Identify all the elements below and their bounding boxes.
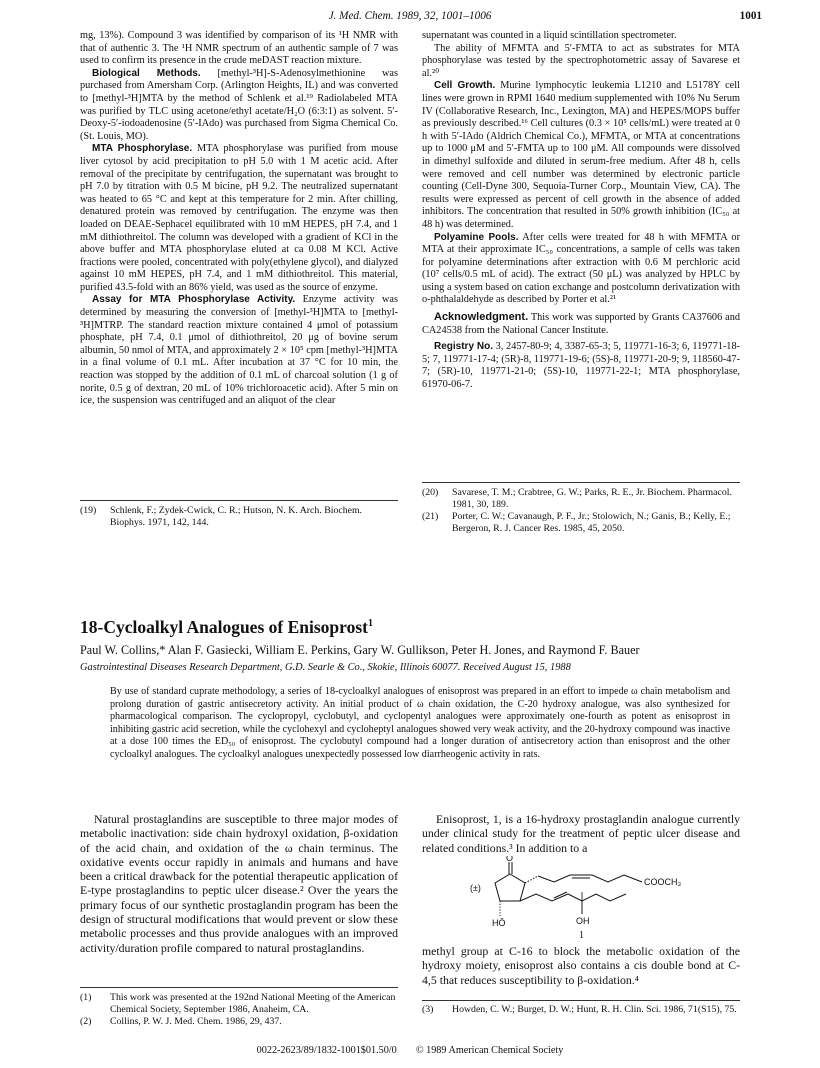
article-code: 0022-2623/89/1832-1001$01.50/0 (256, 1045, 397, 1056)
article-title-text: 18-Cycloalkyl Analogues of Enisoprost (80, 617, 368, 637)
footnote-number: (2) (80, 1016, 92, 1027)
footnote (80, 505, 398, 529)
footnote-text: Porter, C. W.; Cavanaugh, P. F., Jr.; Stolowich, N.; Ganis, B.; Kelly, E.; Bergeron, R. J. Cancer Res. 1985, 45, 2050. (452, 511, 731, 534)
paragraph-text: 3, 2457-80-9; 4, 3387-65-3; 5, 119771-16-3; 6, 119771-18-5; 7, 119771-17-4; (5R)-8, 119771-19-6; (5S)-8, 119771-20-9; 9, 118560-47-7; (5R)-10, 119771-21-0; (5S)-10, 119771-22-1; MTA phosphorylase, 61970-06-7. (422, 341, 741, 391)
prev-article-right-column (422, 30, 740, 392)
structure-label-o: O (506, 856, 514, 863)
enisoprost-structure (470, 856, 710, 930)
footnote-rule (80, 987, 398, 988)
footnote (80, 992, 398, 1016)
article-title (80, 617, 373, 638)
section-heading: Assay for MTA Phosphorylase Activity. (92, 294, 296, 306)
paragraph: supernatant was counted in a liquid scintillation spectrometer. (422, 30, 677, 41)
footnote-number: (3) (422, 1004, 434, 1015)
paragraph (422, 311, 740, 337)
paragraph (80, 143, 398, 294)
article-right-column-top (422, 812, 740, 855)
paragraph: Enisoprost, 1, is a 16-hydroxy prostaglandin analogue currently under clinical study for the treatment of peptic ulcer disease and related conditions.³ In addition to a (422, 812, 740, 855)
article-footnotes-left (80, 992, 398, 1028)
section-heading: Polyamine Pools. (434, 231, 519, 243)
page-number: 1001 (739, 10, 762, 22)
paragraph (80, 294, 398, 407)
title-footnote-marker: 1 (367, 618, 373, 630)
footnote-number: (1) (80, 992, 92, 1003)
footnote-rule (80, 500, 398, 501)
section-heading: Cell Growth. (434, 80, 496, 92)
author-list: Paul W. Collins,* Alan F. Gasiecki, William E. Perkins, Gary W. Gullikson, Peter H. Jones, and Raymond F. Bauer (80, 643, 640, 657)
prev-article-left-column (80, 30, 398, 408)
paragraph (422, 80, 740, 231)
running-header (0, 10, 820, 26)
paragraph-text: After cells were treated for 48 h with MFMTA or MTA at their approximate IC₅₀ concentrations, a sample of cells was taken for polyamine determinations after extraction with 0.6 M perchloric acid (10⁷ cells/0.5 mL of acid). The extract (50 μL) was analyzed by HPLC by using a system based on cation exchange and postcolumn derivatization with o-phthalaldehyde as described by Porter et al.²¹ (422, 231, 741, 306)
page-footer (0, 1045, 820, 1056)
article-left-column (80, 812, 398, 955)
footnote-number: (21) (422, 511, 439, 522)
paragraph: The ability of MFMTA and 5′-FMTA to act as substrates for MTA phosphorylase was tested by the spectrophotometric assay of Savarese et al.²⁰ (422, 42, 740, 79)
paragraph-text: Murine lymphocytic leukemia L1210 and L5178Y cell lines were grown in RPMI 1640 medium supplemented with 10% Nu Serum IV (Collaborative Research, Inc., Lexington, MA) and HEPES/MOPS buffer as previously described.¹⁶ Cell cultures (0.3 × 10⁵ cells/mL) were treated at 0 h with 5′-IAdo (Aldrich Chemical Co.), MFMTA, or MTA at concentrations up to 1000 μM and 5′-FMTA up to 100 μM. All compounds were dissolved in dimethyl sulfoxide and diluted in serum-free medium. After 48 h, cells were removed and cell number was determined by electronic particle counting (Cell-Dyne 300, Sequoia-Turner Corp., Mountain View, CA). The results were expressed as percent of cell growth in the absence of added inhibitors. The concentration that resulted in 50% growth inhibition (IC₅₀ at 48 h) was determined. (422, 80, 740, 230)
structure-label-racemic: (±) (470, 883, 481, 893)
paragraph-text: [methyl-³H]-S-Adenosylmethionine was purchased from Amersham Corp. (Arlington Heights, IL) and was converted to [methyl-³H]MTA by the method of Schlenk et al.¹⁹ Radiolabeled MTA was purified by TLC using acetone/ethyl acetate/H₂O (6:3:1) as solvent. 5′-Deoxy-5′-iodoadenosine (5′-IAdo) was purchased from Sigma Chemical Co. (St. Louis, MO). (80, 67, 399, 142)
paragraph-text: MTA phosphorylase was purified from mouse liver cytosol by acid precipitation to pH 5.0 with 1 M acetic acid. After removal of the precipitate by centrifugation, the supernatant was brought to pH 7.0 by titration with 0.5 M bicine, pH 9.2. The neutralized supernatant was heated to 65 °C and kept at this temperature for 2 min. After chilling, denatured protein was removed by centrifugation. The enzyme was then loaded on DEAE-Sephacel equilibrated with 10 mM HEPES, pH 7.4, and 1 mM dithiothreitol. The column was developed with a gradient of KCl in the above buffer and MTA phosphorylase eluted at ca 0.08 M KCl. Active fractions were pooled, concentrated with poly(ethylene glycol), and dialyzed against 10 mM HEPES, pH 7.4, and 1 mM dithiothreitol. This material, purified 43.5-fold with an 86% yield, was used as the source of enzyme. (80, 143, 399, 293)
footnote (80, 1016, 398, 1028)
footnote-text: This work was presented at the 192nd National Meeting of the American Chemical Society, September 1986, Anaheim, CA. (110, 992, 396, 1015)
paragraph: methyl group at C-16 to block the metabolic oxidation of the hydroxy moiety, enisoprost also contains a cis double bond at C-4,5 that reduces susceptibility to β-oxidation.⁴ (422, 944, 740, 987)
copyright-notice: © 1989 American Chemical Society (415, 1045, 564, 1056)
structure-label-ho: HŌ (492, 918, 506, 928)
paragraph: Natural prostaglandins are susceptible to three major modes of metabolic inactivation: side chain hydroxyl oxidation, β-oxidation of the acid chain, and oxidation of the ω chain terminus. The oxidative events occur rapidly in animals and humans and have been a critical drawback for the potential therapeutic application of E-type prostaglandins to peptic ulcer disease.² Over the years the primary focus of our synthetic prostaglandin program has been the design of structural modifications that would prevent or slow these metabolic processes and thus provide analogues with an improved activity/duration profile compared to natural prostaglandins. (80, 812, 398, 955)
compound-number: 1 (579, 930, 584, 941)
footnote-text: Collins, P. W. J. Med. Chem. 1986, 29, 437. (110, 1016, 282, 1027)
footnote-rule (422, 482, 740, 483)
abstract: By use of standard cuprate methodology, a series of 18-cycloalkyl analogues of enisoprost was prepared in an effort to impede ω chain metabolism and prolong duration of gastric antisecretory activity. An initial product of ω chain oxidation, the C-20 hydroxy analogue, was also synthesized for pharmacological comparison. The cyclopropyl, cyclobutyl, and cyclopentyl analogues were approximately one-fourth as potent as enisoprost in inhibiting gastric acid secretion, while the cyclohexyl and cycloheptyl analogues showed very weak activity, and the 20-hydroxy compound was inactive at a dose 100 times the ED₅₀ of enisoprost. The cyclobutyl compound had a longer duration of antisecretory action than enisoprost and the other cycloalkyl analogues. The cycloalkyl analogues unexpectedly possessed low diarrheogenic activity in rats. (110, 686, 730, 760)
paragraph (80, 68, 398, 144)
paragraph-text: Enzyme activity was determined by measuring the conversion of [methyl-³H]MTA to [methyl-³H]MTRP. The standard reaction mixture contained 4 μmol of potassium phosphate, pH 7.4, 0.1 μmol of dithiothreitol, 20 μg of bovine serum albumin, 50 nmol of MTA, and approximately 2 × 10⁵ cpm [methyl-³H]MTA in a final volume of 0.1 mL. After incubation at 37 °C for 10 min, the reaction was stopped by the addition of 0.1 mL of charcoal solution (1 g of norite, 0.5 g of dextran, 20 mL of 10% trichloroacetic acid). After 5 min on ice, the suspension was centrifuged and an aliquot of the clear (80, 294, 399, 407)
footnote (422, 1004, 740, 1016)
structure-label-oh: OH (576, 916, 590, 926)
paragraph: mg, 13%). Compound 3 was identified by comparison of its ¹H NMR with that of authentic 3. The ¹H NMR spectrum of an authentic sample of 7 was used to confirm its presence in the crude meDAST reaction mixture. (80, 30, 398, 67)
footnote (422, 511, 740, 535)
footnote-rule (422, 1000, 740, 1001)
section-heading: Registry No. (434, 341, 493, 353)
section-heading: Biological Methods. (92, 67, 201, 79)
paragraph-text: This work was supported by Grants CA37606 and CA24538 from the National Cancer Institute. (422, 312, 740, 336)
paragraph (422, 232, 740, 308)
footnote-number: (20) (422, 487, 439, 498)
footnote-text: Schlenk, F.; Zydek-Cwick, C. R.; Hutson, N. K. Arch. Biochem. Biophys. 1971, 142, 144. (110, 505, 363, 528)
footnote (422, 487, 740, 511)
prev-footnotes-right (422, 487, 740, 535)
paragraph (422, 341, 740, 391)
article-footnotes-right (422, 1004, 740, 1016)
section-heading: Acknowledgment. (434, 311, 529, 324)
section-heading: MTA Phosphorylase. (92, 143, 193, 155)
prev-footnotes-left (80, 505, 398, 529)
footnote-text: Savarese, T. M.; Crabtree, G. W.; Parks, R. E., Jr. Biochem. Pharmacol. 1981, 30, 189. (452, 487, 732, 510)
journal-citation: J. Med. Chem. 1989, 32, 1001–1006 (328, 10, 492, 22)
structure-label-ester: COOCH₃ (644, 877, 682, 887)
affiliation: Gastrointestinal Diseases Research Department, G.D. Searle & Co., Skokie, Illinois 60077. Received August 15, 1988 (80, 662, 571, 673)
footnote-text: Howden, C. W.; Burget, D. W.; Hunt, R. H. Clin. Sci. 1986, 71(S15), 75. (452, 1004, 737, 1015)
article-right-column-bottom (422, 944, 740, 987)
footnote-number: (19) (80, 505, 97, 516)
